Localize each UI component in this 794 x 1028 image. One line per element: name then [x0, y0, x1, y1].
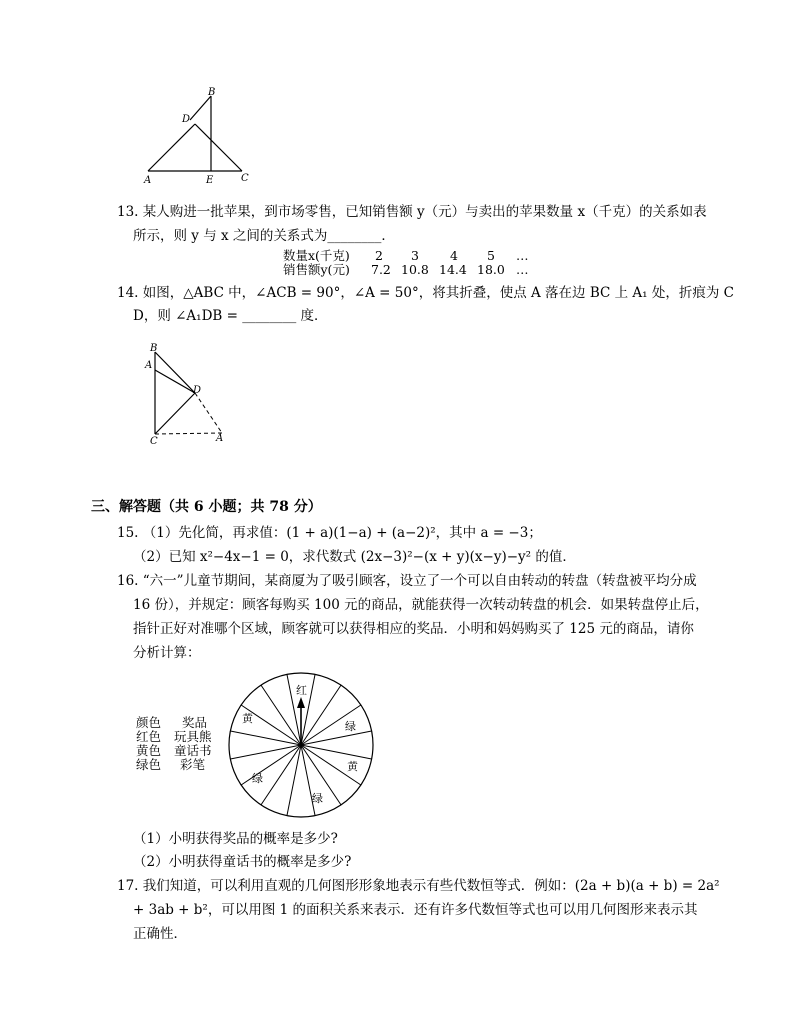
table-row1-label: 数量x(千克)	[283, 248, 350, 263]
label-d: D	[182, 114, 191, 125]
q13-table	[283, 249, 543, 277]
table-cell: 4	[450, 248, 458, 263]
wheel-label-green: 绿	[345, 720, 356, 733]
q17-line2: + 3ab + b²，可以用图 1 的面积关系来表示．还有许多代数恒等式也可以用几何图形来表示其	[133, 902, 698, 918]
figure-triangle-bdeac	[140, 84, 260, 188]
label-a: A	[216, 433, 224, 444]
q16-line3: 指针正好对准哪个区域，顾客就可以获得相应的奖品．小明和妈妈购买了 125 元的商品，请你	[133, 621, 694, 637]
legend-prize: 童话书	[174, 743, 212, 758]
wheel-label-yellow: 黄	[242, 712, 253, 725]
wheel-label-green: 绿	[312, 792, 323, 805]
q14-line2: D，则 ∠A₁DB = ________ 度．	[133, 308, 328, 324]
q17-line1: 17. 我们知道，可以利用直观的几何图形形象地表示有些代数恒等式．例如：(2a + b)(a + b) = 2a²	[117, 878, 720, 894]
q15-line2: （2）已知 x²−4x−1 = 0，求代数式 (2x−3)²−(x + y)(x−y)−y² 的值．	[133, 549, 576, 565]
legend-prize: 玩具熊	[174, 729, 212, 744]
q16-line2: 16 份），并规定：顾客每购买 100 元的商品，就能获得一次转动转盘的机会．如果转盘停止后，	[133, 597, 709, 613]
q16-line1: 16. “六一”儿童节期间，某商厦为了吸引顾客，设立了一个可以自由转动的转盘（转盘被平均分成	[117, 573, 697, 589]
q13-line2: 所示，则 y 与 x 之间的关系式为________．	[133, 228, 395, 244]
table-cell: 7.2	[371, 262, 391, 277]
q13-line1: 13. 某人购进一批苹果，到市场零售，已知销售额 y（元）与卖出的苹果数量 x（千克）的关系如表	[117, 204, 707, 220]
table-cell: 18.0	[477, 262, 505, 277]
legend-color: 黄色	[136, 743, 162, 758]
table-cell: 14.4	[439, 262, 467, 277]
label-b: B	[150, 343, 158, 354]
label-c: C	[241, 173, 249, 184]
label-b: B	[208, 87, 216, 98]
q17-line3: 正确性．	[133, 926, 187, 942]
section-title: 三、解答题（共 6 小题；共 78 分）	[91, 499, 322, 515]
wheel-label-green: 绿	[252, 772, 263, 785]
legend-prize: 奖品	[182, 715, 208, 730]
label-e: E	[206, 175, 214, 186]
prize-legend	[136, 716, 226, 776]
legend-color: 红色	[136, 729, 162, 744]
q16-sub1: （1）小明获得奖品的概率是多少?	[133, 831, 338, 847]
spinner-wheel	[226, 670, 376, 820]
table-cell: 3	[411, 248, 419, 263]
legend-prize: 彩笔	[180, 757, 206, 772]
figure-folded-triangle	[140, 340, 240, 446]
table-cell: 10.8	[401, 262, 429, 277]
wheel-label-red: 红	[296, 684, 307, 697]
table-cell: 5	[487, 248, 495, 263]
q16-sub2: （2）小明获得童话书的概率是多少?	[133, 854, 352, 870]
wheel-label-yellow: 黄	[347, 760, 358, 773]
label-d: D	[193, 385, 202, 396]
label-c: C	[150, 436, 158, 446]
table-cell: 2	[375, 248, 383, 263]
label-a: A	[144, 175, 152, 186]
legend-color: 颜色	[136, 715, 162, 730]
q15-line1: 15. （1）先化简，再求值：(1 + a)(1−a) + (a−2)²，其中 a = −3；	[117, 525, 542, 541]
table-cell: …	[516, 248, 529, 263]
legend-color: 绿色	[136, 757, 162, 772]
q16-line4: 分析计算：	[133, 645, 201, 661]
q14-line1: 14. 如图，△ABC 中，∠ACB = 90°，∠A = 50°，将其折叠，使点 A 落在边 BC 上 A₁ 处，折痕为 C	[117, 285, 734, 301]
table-cell: …	[516, 262, 529, 277]
table-row2-label: 销售额y(元)	[283, 262, 350, 277]
label-a1: A	[145, 360, 153, 371]
